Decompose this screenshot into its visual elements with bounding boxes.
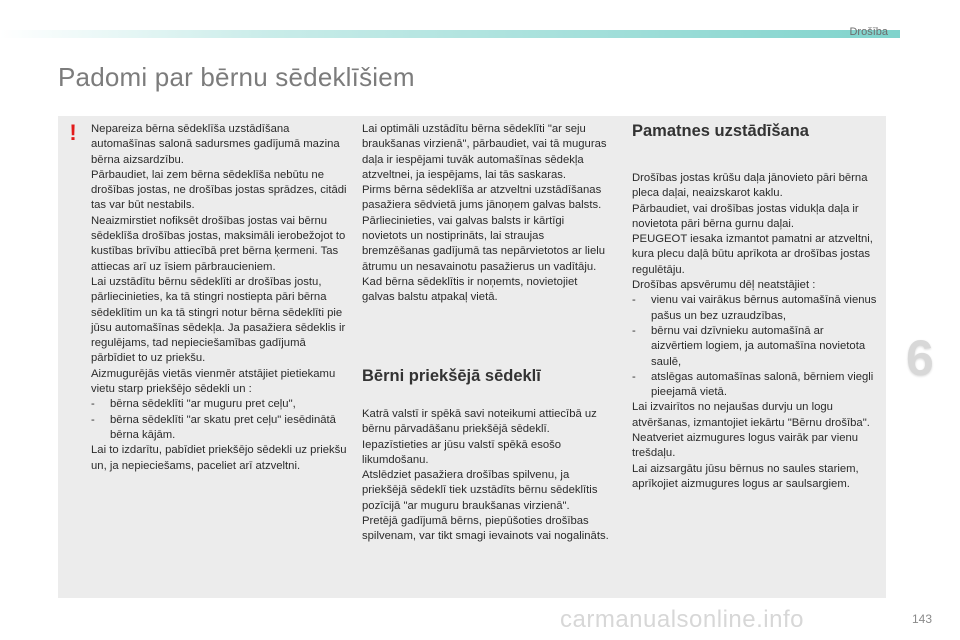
paragraph: Lai uzstādītu bērnu sēdeklīti ar drošības jostu, pārliecinieties, ka tā stingri nostiepta pāri bērna sēdeklītim un ka tā stingri notur bērna sēdeklīti pie jūsu automašīnas sēdekļa. Ja pasažiera sēdeklis ir regulējams, tad nepieciešamības gadījumā pārbīdiet to uz priekšu.: [91, 275, 346, 365]
list-marker: -: [632, 370, 636, 383]
middle-column: [362, 122, 612, 306]
list-marker: -: [91, 398, 95, 411]
list-item: [91, 397, 351, 412]
section-heading-booster: Pamatnes uzstādīšana: [632, 122, 809, 140]
list-marker: -: [91, 413, 95, 426]
list-marker: -: [632, 324, 636, 337]
paragraph: Drošības jostas krūšu daļa jānovieto pāri bērna pleca daļai, neaizskarot kaklu.: [632, 172, 868, 200]
paragraph: Neaizmirstiet nofiksēt drošības jostas vai bērnu sēdeklīša drošības jostas, maksimāli ierobežojot to kustības brīvību attiecībā pret bērna ķermeni. Tas attiecas arī uz īsiem pārbraucieniem.: [91, 214, 346, 273]
list-item: [632, 370, 877, 401]
page-number: 143: [912, 612, 933, 626]
list-item: [632, 324, 877, 370]
paragraph: Pārliecinieties, vai galvas balsts ir kārtīgi novietots un nostiprināts, lai straujas bremzēšanas gadījumā tas nepārvietotos ar lielu ātrumu un nesavainotu pasažierus un vadītāju. Kad bērna sēdeklītis ir noņemts, novietojiet galvas balstu atpakaļ vietā.: [362, 214, 606, 304]
list-item-text: bērna sēdeklīti "ar skatu pret ceļu" iesēdinātā bērna kājām.: [110, 413, 336, 441]
paragraph: Aizmugurējās vietās vienmēr atstājiet pietiekamu vietu starp priekšējo sēdekli un :: [91, 367, 336, 396]
list-item-text: vienu vai vairākus bērnus automašīnā vienus pašus un bez uzraudzības,: [651, 294, 877, 322]
booster-column: [632, 171, 877, 492]
paragraph: Lai optimāli uzstādītu bērna sēdeklīti "ar seju braukšanas virzienā", pārbaudiet, vai tā muguras daļa ir iespējami tuvāk automašīnas sēdekļa atzveltnei, ja iespējams, lai tās saskaras.: [362, 123, 607, 181]
page-title: Padomi par bērnu sēdeklīšiem: [58, 62, 415, 92]
paragraph: Atslēdziet pasažiera drošības spilvenu, ja priekšējā sēdeklī tiek uzstādīts bērnu sēdeklītis pozīcijā "ar muguru braukšanas virzienā".: [362, 469, 598, 512]
front-seat-section: [362, 407, 612, 545]
list-item-text: atslēgas automašīnas salonā, bērniem viegli pieejamā vietā.: [651, 370, 874, 399]
paragraph: Pārbaudiet, lai zem bērna sēdeklīša nebūtu ne drošības jostas, ne drošības jostas sprādzes, citādi tas var būt nestabils.: [91, 168, 347, 212]
paragraph: Pirms bērna sēdeklīša ar atzveltni uzstādīšanas pasažiera sēdvietā jums jānoņem galvas balsts.: [362, 184, 602, 212]
warning-icon: !: [69, 120, 77, 145]
list-item: [91, 413, 351, 444]
header-accent-bar: [0, 30, 900, 38]
chapter-tab-number: 6: [906, 330, 934, 386]
section-heading-front-seat: Bērni priekšējā sēdeklī: [362, 367, 541, 385]
paragraph: Pretējā gadījumā bērns, piepūšoties drošības spilvenam, var tikt smagi ievainots vai nogalināts.: [362, 515, 609, 543]
paragraph: Lai aizsargātu jūsu bērnus no saules stariem, aprīkojiet aizmugures logus ar saulsargiem.: [632, 462, 859, 490]
paragraph: Nepareiza bērna sēdeklīša uzstādīšana automašīnas salonā sadursmes gadījumā mazina bērna aizsardzību.: [91, 123, 340, 166]
paragraph: Pārbaudiet, vai drošības jostas vidukļa daļa ir novietota pāri bērna gurnu daļai.: [632, 202, 859, 230]
list-marker: -: [632, 294, 636, 307]
paragraph: PEUGEOT iesaka izmantot pamatni ar atzveltni, kura plecu daļā būtu aprīkota ar drošības jostas regulētāju.: [632, 233, 873, 276]
section-title: Drošība: [849, 26, 888, 38]
paragraph: Neatveriet aizmugures logus vairāk par vienu trešdaļu.: [632, 432, 859, 460]
warning-column: [91, 122, 351, 474]
list-item-text: bērna sēdeklīti "ar muguru pret ceļu",: [110, 398, 296, 411]
paragraph: Lai to izdarītu, pabīdiet priekšējo sēdekli uz priekšu un, ja nepieciešams, paceliet arī atzveltni.: [91, 444, 347, 472]
paragraph: Lai izvairītos no nejaušas durvju un logu atvēršanas, izmantojiet iekārtu "Bērnu drošība".: [632, 401, 870, 429]
watermark: carmanualsonline.info: [560, 606, 804, 633]
paragraph: Katrā valstī ir spēkā savi noteikumi attiecībā uz bērnu pārvadāšanu priekšējā sēdeklī. Iepazīstieties ar jūsu valstī spēkā esošo likumdošanu.: [362, 408, 597, 466]
paragraph: Drošības apsvērumu dēļ neatstājiet :: [632, 279, 816, 292]
list-item: [632, 293, 877, 324]
list-item-text: bērnu vai dzīvnieku automašīnā ar aizvērtiem logiem, ja automašīna novietota saulē,: [651, 324, 866, 368]
